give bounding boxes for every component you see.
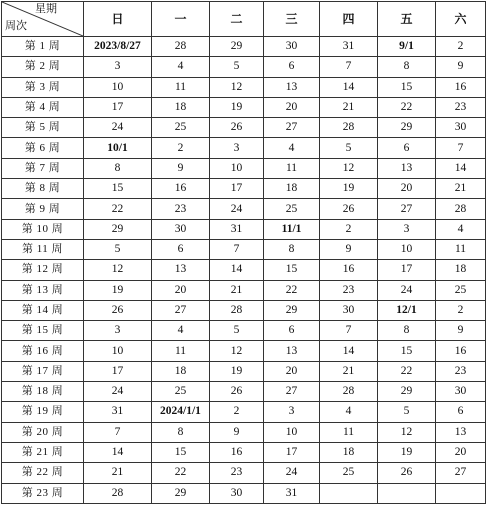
date-cell: 4 — [436, 219, 486, 239]
table-row — [2, 280, 486, 300]
date-cell: 31 — [210, 219, 264, 239]
date-cell: 18 — [320, 442, 378, 462]
date-cell: 12 — [378, 422, 436, 442]
date-cell: 10 — [264, 422, 320, 442]
date-cell: 14 — [320, 77, 378, 97]
table-row — [2, 179, 486, 199]
table-row — [2, 260, 486, 280]
date-cell: 5 — [84, 239, 152, 259]
date-cell: 2023/8/27 — [84, 37, 152, 57]
week-label: 第 19 周 — [2, 402, 84, 422]
date-cell — [320, 483, 378, 503]
date-cell: 21 — [210, 280, 264, 300]
date-cell: 11 — [320, 422, 378, 442]
date-cell: 2 — [152, 138, 210, 158]
table-row — [2, 118, 486, 138]
date-cell: 23 — [152, 199, 210, 219]
date-cell: 8 — [264, 239, 320, 259]
date-cell: 30 — [210, 483, 264, 503]
week-label: 第 14 周 — [2, 300, 84, 320]
date-cell: 28 — [210, 300, 264, 320]
week-label: 第 4 周 — [2, 97, 84, 117]
table-row — [2, 158, 486, 178]
date-cell: 19 — [320, 179, 378, 199]
date-cell: 20 — [378, 179, 436, 199]
date-cell: 18 — [152, 97, 210, 117]
date-cell: 28 — [84, 483, 152, 503]
date-cell: 24 — [264, 463, 320, 483]
date-cell: 4 — [152, 321, 210, 341]
date-cell: 10 — [210, 158, 264, 178]
date-cell: 26 — [210, 382, 264, 402]
date-cell: 10/1 — [84, 138, 152, 158]
date-cell: 29 — [264, 300, 320, 320]
date-cell: 26 — [210, 118, 264, 138]
date-cell: 22 — [84, 199, 152, 219]
date-cell: 6 — [152, 239, 210, 259]
date-cell: 13 — [152, 260, 210, 280]
day-header-sun: 日 — [84, 2, 152, 37]
date-cell: 6 — [436, 402, 486, 422]
date-cell: 31 — [320, 37, 378, 57]
table-row — [2, 97, 486, 117]
date-cell: 8 — [152, 422, 210, 442]
date-cell: 15 — [84, 179, 152, 199]
date-cell: 30 — [320, 300, 378, 320]
calendar-table — [1, 1, 486, 504]
week-label: 第 17 周 — [2, 361, 84, 381]
week-label: 第 5 周 — [2, 118, 84, 138]
day-header-fri: 五 — [378, 2, 436, 37]
calendar-header — [2, 2, 486, 37]
date-cell: 26 — [378, 463, 436, 483]
date-cell: 8 — [378, 321, 436, 341]
corner-cell — [2, 2, 84, 37]
date-cell: 26 — [320, 199, 378, 219]
date-cell: 2 — [320, 219, 378, 239]
table-row — [2, 300, 486, 320]
date-cell: 16 — [436, 77, 486, 97]
date-cell: 22 — [152, 463, 210, 483]
date-cell: 27 — [152, 300, 210, 320]
date-cell: 4 — [320, 402, 378, 422]
date-cell: 3 — [210, 138, 264, 158]
day-header-tue: 二 — [210, 2, 264, 37]
date-cell: 8 — [378, 57, 436, 77]
date-cell: 12/1 — [378, 300, 436, 320]
corner-weekday-label: 星期 — [35, 3, 57, 15]
date-cell: 30 — [436, 382, 486, 402]
date-cell: 11 — [152, 341, 210, 361]
week-label: 第 3 周 — [2, 77, 84, 97]
day-header-thu: 四 — [320, 2, 378, 37]
week-label: 第 10 周 — [2, 219, 84, 239]
date-cell: 22 — [378, 361, 436, 381]
date-cell: 13 — [436, 422, 486, 442]
date-cell: 31 — [84, 402, 152, 422]
date-cell: 10 — [378, 239, 436, 259]
date-cell: 26 — [84, 300, 152, 320]
date-cell: 31 — [264, 483, 320, 503]
date-cell: 3 — [378, 219, 436, 239]
date-cell: 23 — [320, 280, 378, 300]
date-cell: 30 — [152, 219, 210, 239]
date-cell: 7 — [320, 57, 378, 77]
week-label: 第 7 周 — [2, 158, 84, 178]
date-cell: 17 — [378, 260, 436, 280]
date-cell: 29 — [378, 118, 436, 138]
date-cell: 3 — [84, 321, 152, 341]
date-cell: 10 — [84, 77, 152, 97]
date-cell: 6 — [378, 138, 436, 158]
date-cell: 21 — [320, 97, 378, 117]
day-header-sat: 六 — [436, 2, 486, 37]
week-label: 第 16 周 — [2, 341, 84, 361]
date-cell: 23 — [436, 361, 486, 381]
date-cell: 25 — [264, 199, 320, 219]
week-label: 第 8 周 — [2, 179, 84, 199]
date-cell: 12 — [210, 77, 264, 97]
week-label: 第 2 周 — [2, 57, 84, 77]
date-cell: 19 — [84, 280, 152, 300]
date-cell: 16 — [210, 442, 264, 462]
date-cell: 6 — [264, 321, 320, 341]
date-cell: 24 — [84, 118, 152, 138]
table-row — [2, 402, 486, 422]
date-cell: 7 — [436, 138, 486, 158]
date-cell: 16 — [152, 179, 210, 199]
week-label: 第 21 周 — [2, 442, 84, 462]
date-cell: 7 — [84, 422, 152, 442]
table-row — [2, 341, 486, 361]
date-cell: 9 — [436, 321, 486, 341]
date-cell: 17 — [84, 97, 152, 117]
date-cell: 6 — [264, 57, 320, 77]
date-cell: 21 — [320, 361, 378, 381]
table-row — [2, 57, 486, 77]
date-cell: 11 — [436, 239, 486, 259]
table-row — [2, 77, 486, 97]
date-cell: 10 — [84, 341, 152, 361]
date-cell: 2 — [210, 402, 264, 422]
date-cell: 27 — [378, 199, 436, 219]
date-cell: 12 — [320, 158, 378, 178]
date-cell: 24 — [210, 199, 264, 219]
date-cell: 20 — [436, 442, 486, 462]
date-cell: 2 — [436, 37, 486, 57]
date-cell: 13 — [264, 77, 320, 97]
date-cell: 22 — [264, 280, 320, 300]
date-cell: 5 — [210, 57, 264, 77]
day-header-mon: 一 — [152, 2, 210, 37]
date-cell: 24 — [84, 382, 152, 402]
header-row — [2, 2, 486, 37]
date-cell: 30 — [436, 118, 486, 138]
date-cell: 13 — [264, 341, 320, 361]
date-cell: 17 — [210, 179, 264, 199]
week-label: 第 9 周 — [2, 199, 84, 219]
week-label: 第 12 周 — [2, 260, 84, 280]
date-cell: 28 — [152, 37, 210, 57]
week-label: 第 22 周 — [2, 463, 84, 483]
date-cell: 4 — [152, 57, 210, 77]
date-cell: 25 — [152, 118, 210, 138]
calendar-body — [2, 37, 486, 504]
date-cell: 20 — [264, 97, 320, 117]
week-label: 第 13 周 — [2, 280, 84, 300]
date-cell: 25 — [320, 463, 378, 483]
date-cell: 29 — [378, 382, 436, 402]
date-cell: 25 — [152, 382, 210, 402]
week-label: 第 18 周 — [2, 382, 84, 402]
date-cell: 15 — [152, 442, 210, 462]
date-cell: 5 — [210, 321, 264, 341]
date-cell: 12 — [84, 260, 152, 280]
date-cell: 18 — [152, 361, 210, 381]
week-label: 第 6 周 — [2, 138, 84, 158]
date-cell: 12 — [210, 341, 264, 361]
date-cell: 9 — [152, 158, 210, 178]
table-row — [2, 361, 486, 381]
date-cell: 14 — [84, 442, 152, 462]
corner-week-label: 周次 — [5, 20, 27, 32]
date-cell: 24 — [378, 280, 436, 300]
date-cell: 16 — [436, 341, 486, 361]
date-cell: 11 — [152, 77, 210, 97]
date-cell: 7 — [210, 239, 264, 259]
date-cell: 17 — [264, 442, 320, 462]
date-cell: 9 — [436, 57, 486, 77]
table-row — [2, 37, 486, 57]
date-cell: 29 — [152, 483, 210, 503]
date-cell — [436, 483, 486, 503]
date-cell: 3 — [84, 57, 152, 77]
date-cell: 27 — [264, 118, 320, 138]
date-cell: 7 — [320, 321, 378, 341]
day-header-wed: 三 — [264, 2, 320, 37]
date-cell: 28 — [320, 118, 378, 138]
date-cell: 15 — [378, 341, 436, 361]
date-cell: 9 — [210, 422, 264, 442]
date-cell: 27 — [436, 463, 486, 483]
date-cell: 18 — [436, 260, 486, 280]
date-cell: 21 — [84, 463, 152, 483]
date-cell: 19 — [210, 361, 264, 381]
date-cell: 30 — [264, 37, 320, 57]
date-cell: 3 — [264, 402, 320, 422]
week-label: 第 15 周 — [2, 321, 84, 341]
date-cell: 28 — [436, 199, 486, 219]
date-cell: 5 — [378, 402, 436, 422]
week-label: 第 11 周 — [2, 239, 84, 259]
date-cell: 14 — [320, 341, 378, 361]
date-cell: 11/1 — [264, 219, 320, 239]
week-label: 第 1 周 — [2, 37, 84, 57]
date-cell: 4 — [264, 138, 320, 158]
date-cell: 23 — [210, 463, 264, 483]
date-cell: 15 — [264, 260, 320, 280]
date-cell: 9 — [320, 239, 378, 259]
date-cell: 19 — [210, 97, 264, 117]
week-label: 第 20 周 — [2, 422, 84, 442]
date-cell: 15 — [378, 77, 436, 97]
date-cell: 9/1 — [378, 37, 436, 57]
date-cell: 5 — [320, 138, 378, 158]
date-cell: 8 — [84, 158, 152, 178]
date-cell: 23 — [436, 97, 486, 117]
date-cell: 28 — [320, 382, 378, 402]
date-cell: 29 — [210, 37, 264, 57]
table-row — [2, 321, 486, 341]
date-cell: 14 — [210, 260, 264, 280]
week-label: 第 23 周 — [2, 483, 84, 503]
date-cell: 27 — [264, 382, 320, 402]
date-cell: 19 — [378, 442, 436, 462]
date-cell: 2024/1/1 — [152, 402, 210, 422]
table-row — [2, 199, 486, 219]
table-row — [2, 463, 486, 483]
date-cell: 22 — [378, 97, 436, 117]
date-cell: 16 — [320, 260, 378, 280]
table-row — [2, 483, 486, 503]
date-cell: 18 — [264, 179, 320, 199]
date-cell: 13 — [378, 158, 436, 178]
date-cell: 2 — [436, 300, 486, 320]
date-cell: 20 — [264, 361, 320, 381]
table-row — [2, 382, 486, 402]
date-cell: 11 — [264, 158, 320, 178]
date-cell: 21 — [436, 179, 486, 199]
table-row — [2, 422, 486, 442]
table-row — [2, 239, 486, 259]
table-row — [2, 442, 486, 462]
date-cell — [378, 483, 436, 503]
date-cell: 20 — [152, 280, 210, 300]
table-row — [2, 219, 486, 239]
date-cell: 29 — [84, 219, 152, 239]
date-cell: 17 — [84, 361, 152, 381]
table-row — [2, 138, 486, 158]
date-cell: 14 — [436, 158, 486, 178]
date-cell: 25 — [436, 280, 486, 300]
